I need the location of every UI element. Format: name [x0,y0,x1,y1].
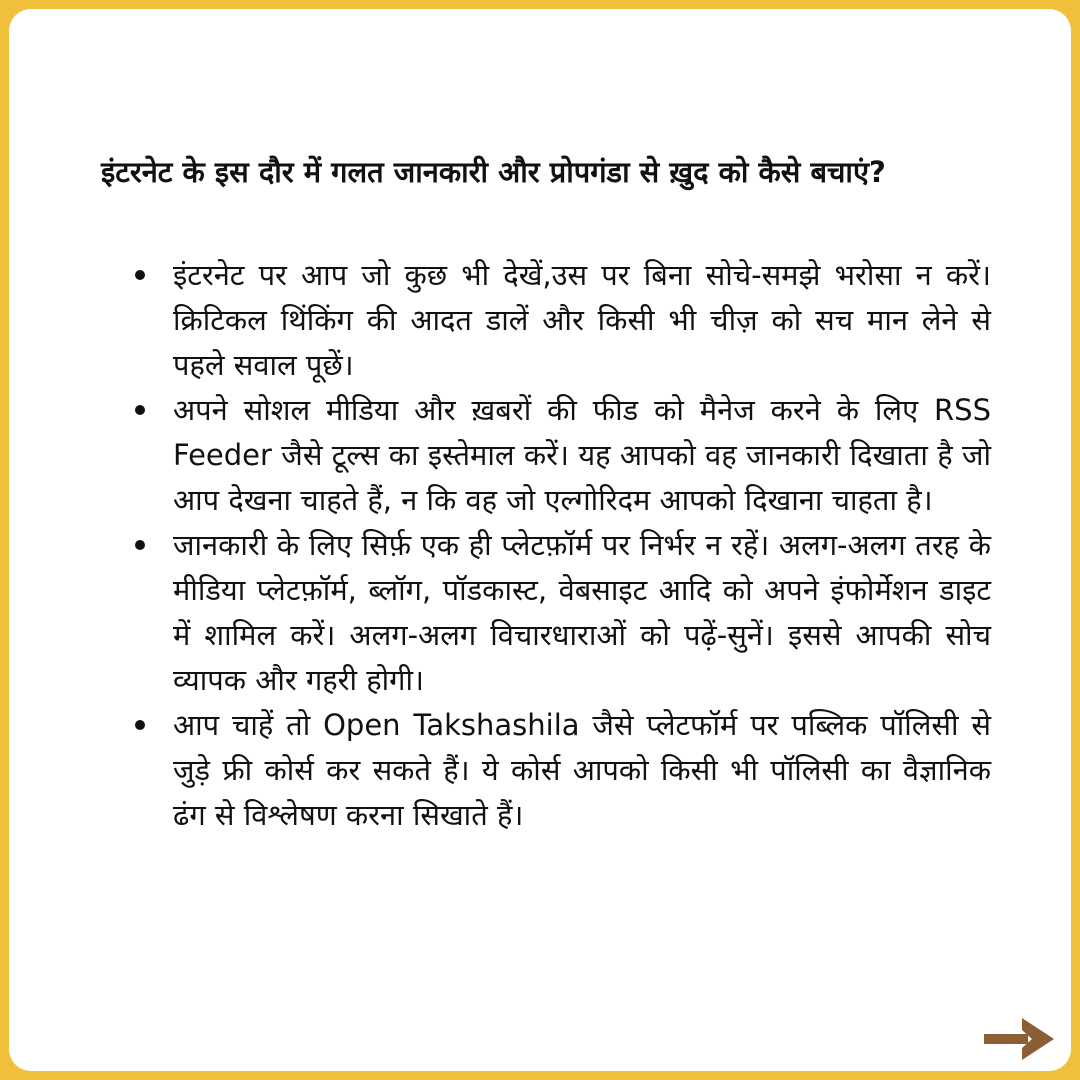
tip-text: आप चाहें तो Open Takshashila जैसे प्लेटफॉर्म पर पब्लिक पॉलिसी से जुड़े फ्री कोर्स कर सकते हैं। ये कोर्स आपको किसी भी पॉलिसी का वैज्ञानिक ढंग से विश्लेषण करना सिखाते हैं। [173,708,991,832]
tip-text: इंटरनेट पर आप जो कुछ भी देखें,उस पर बिना सोचे-समझे भरोसा न करें। क्रिटिकल थिंकिंग की आदत डालें और किसी भी चीज़ को सच मान लेने से पहले सवाल पूछें। [173,258,991,382]
post-heading: इंटरनेट के इस दौर में गलत जानकारी और प्रोपगंडा से ख़ुद को कैसे बचाएं? [101,155,886,189]
tips-list [101,253,991,838]
bullet-icon [135,720,145,730]
tip-item [173,253,991,388]
post-card [9,9,1071,1071]
tip-item [173,703,991,838]
tip-item [173,388,991,523]
arrow-right-icon[interactable] [982,1016,1056,1062]
bullet-icon [135,405,145,415]
tip-item [173,523,991,703]
tip-text: अपने सोशल मीडिया और ख़बरों की फीड को मैनेज करने के लिए RSS Feeder जैसे टूल्स का इस्तेमाल करें। यह आपको वह जानकारी दिखाता है जो आप देखना चाहते हैं, न कि वह जो एल्गोरिदम आपको दिखाना चाहता है। [173,393,991,517]
tip-text: जानकारी के लिए सिर्फ़ एक ही प्लेटफ़ॉर्म पर निर्भर न रहें। अलग-अलग तरह के मीडिया प्लेटफ़ॉर्म, ब्लॉग, पॉडकास्ट, वेबसाइट आदि को अपने इंफोर्मेशन डाइट में शामिल करें। अलग-अलग विचारधाराओं को पढ़ें-सुनें। इससे आपकी सोच व्यापक और गहरी होगी। [173,528,991,697]
bullet-icon [135,270,145,280]
bullet-icon [135,540,145,550]
post-content [101,149,991,838]
